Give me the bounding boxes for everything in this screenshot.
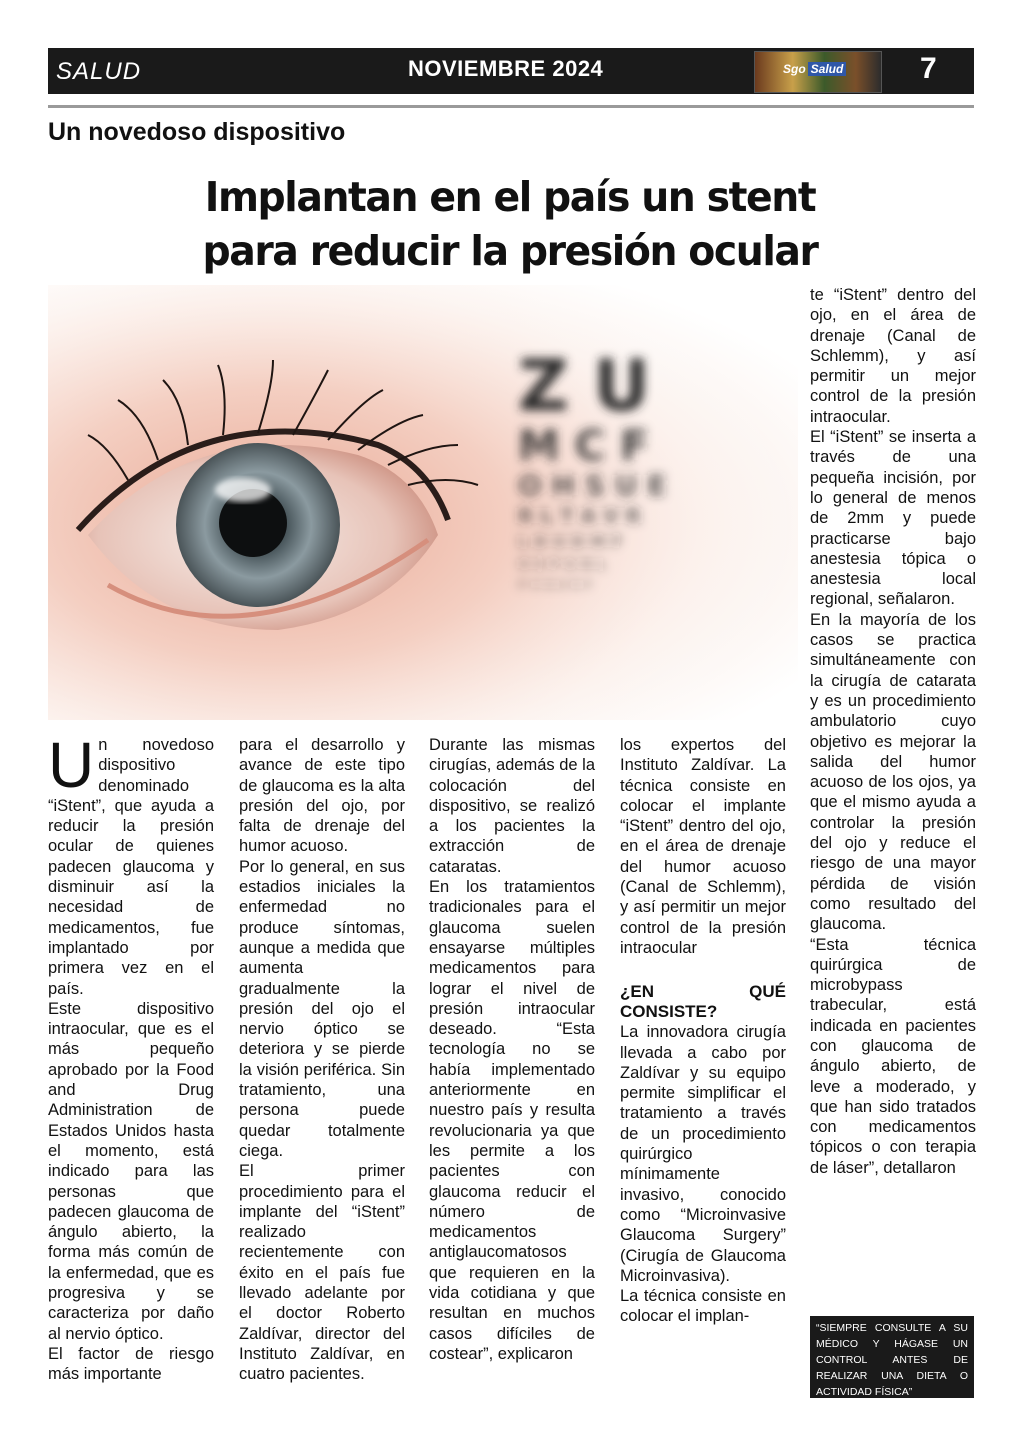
eye-chart-row-4: R L T A V R xyxy=(518,504,641,528)
headline-line-1: Implantan en el país un stent xyxy=(204,173,816,221)
article-column-5 xyxy=(810,285,976,1178)
col5-paragraph: En la mayoría de los casos se practica simultáneamente con la cirugía de catarata y es un procedimiento ambulatorio cuyo objetivo es mejorar la salida del humor acuoso de los ojos, ya que el mismo ayuda a controlar la presión del ojo y reduce el riesgo de una mayor pérdida de visión como resultado del glaucoma. xyxy=(810,610,976,934)
eye-chart-row-3: O H S U E xyxy=(518,469,667,502)
col5-paragraph: “Esta técnica quirúrgica de microbypass trabecular, está indicada en pacientes con glaucoma de ángulo abierto, de leve a moderado, y que han sido tratados con medicamentos tópicos o con terapia de láser”, detallaron xyxy=(810,935,976,1177)
publication-logo xyxy=(754,51,882,93)
article-column-4 xyxy=(620,735,786,1327)
eye-chart-row-2: M C F xyxy=(518,421,649,470)
article-column-2 xyxy=(239,735,405,1385)
header-rule xyxy=(48,105,974,108)
col1-paragraph xyxy=(48,729,214,999)
col2-paragraph: El primer procedimiento para el implante del “iStent” realizado recientemente con éxito en el país fue llevado adelante por el doctor Roberto Zaldívar, director del Instituto Zaldívar, en cuatro pacientes. xyxy=(239,1162,405,1384)
article-column-3 xyxy=(429,735,595,1364)
col1-paragraph: Este dispositivo intraocular, que es el más pequeño aprobado por la Food and Drug Administration de Estados Unidos hasta el momento, está indicado para las personas que padecen glaucoma de ángulo abierto, la forma más común de la enfermedad, que es progresiva y se caracteriza por daño al nervio óptico. xyxy=(48,999,214,1343)
section-label: SALUD xyxy=(56,58,142,85)
eye-chart-row-5: L D U D M F xyxy=(518,532,623,551)
col3-paragraph: Durante las mismas cirugías, además de la colocación del dispositivo, se realizó a los pacientes la extracción de cataratas. xyxy=(429,736,596,876)
article-photo-eye xyxy=(48,285,798,720)
logo-text-salud: Salud xyxy=(808,62,847,76)
col2-paragraph: para el desarrollo y avance de este tipo de glaucoma es la alta presión del ojo, por falta de drenaje del humor acuoso. xyxy=(239,736,405,856)
logo-text-sgo: Sgo xyxy=(783,62,806,76)
article-headline xyxy=(193,170,827,278)
page-header xyxy=(48,48,974,94)
col1-paragraph: El factor de riesgo más importante xyxy=(48,1344,214,1384)
col3-paragraph: En los tratamientos tradicionales para el glaucoma suelen ensayarse múltiples medicamentos para lograr el nivel de presión intraocular deseado. “Esta tecnología no se había implementado anteriormente en nuestro país y resulta revolucionaria ya que les permite a los pacientes con glaucoma reducir el número de medicamentos antiglaucomatosos que requieren en la vida cotidiana y que resultan en muchos casos difíciles de costear”, explicaron xyxy=(429,878,595,1363)
eye-illustration xyxy=(48,285,798,720)
issue-date: NOVIEMBRE 2024 xyxy=(408,56,604,81)
article-column-1 xyxy=(48,729,214,1385)
col5-paragraph: te “iStent” dentro del ojo, en el área de drenaje (Canal de Schlemm), y así permitir un mejor control de la presión intraocular. xyxy=(810,286,976,426)
logo-text xyxy=(783,62,846,76)
eye-chart-row-1: Z U xyxy=(518,345,650,427)
subheading-en-que-consiste: ¿EN QUÉ CONSISTE? xyxy=(620,982,786,1022)
eye-highlight xyxy=(215,478,271,502)
drop-cap: U xyxy=(48,729,95,801)
eye-chart-row-6: O E P G N L xyxy=(518,557,607,573)
col1-paragraph-text: n novedoso dispositivo denominado “iStent”, que ayuda a reducir la presión ocular de quienes padecen glaucoma y disminuir así la necesidad de medicamentos, fue implantado por primera vez en el país. xyxy=(48,736,214,998)
col4-paragraph: La técnica consiste en colocar el implan- xyxy=(620,1287,786,1326)
health-advice-callout: “SIEMPRE CONSULTE A SU MÉDICO Y HÁGASE UN CONTROL ANTES DE REALIZAR UNA DIETA O ACTIVIDAD FÍSICA” xyxy=(810,1316,974,1398)
col4-paragraph: La innovadora cirugía llevada a cabo por Zaldívar y su equipo permite simplificar el tratamiento a través de un procedimiento quirúrgico mínimamente invasivo, conocido como “Microinvasive Glaucoma Surgery” (Cirugía de Glaucoma Microinvasiva). xyxy=(620,1023,786,1285)
headline-line-2: para reducir la presión ocular xyxy=(202,227,818,275)
col5-paragraph: El “iStent” se inserta a través de una pequeña incisión, por lo general de menos de 2mm y puede practicarse bajo anestesia tópica o anestesia local regional, señalaron. xyxy=(810,428,976,609)
article-kicker: Un novedoso dispositivo xyxy=(48,118,346,146)
eye-chart-row-7: P O B E R F xyxy=(518,578,593,592)
page-number: 7 xyxy=(920,52,937,85)
col2-paragraph: Por lo general, en sus estadios iniciales la enfermedad no produce síntomas, aunque a medida que aumenta gradualmente la presión del ojo el nervio óptico se deteriora y se pierde la visión periférica. Sin tratamiento, una persona puede quedar totalmente ciega. xyxy=(239,857,405,1160)
col4-paragraph: los expertos del Instituto Zaldívar. La técnica consiste en colocar el implante “iStent” dentro del ojo, en el área de drenaje del humor acuoso (Canal de Schlemm), y así permitir un mejor control de la presión intraocular xyxy=(620,736,786,957)
